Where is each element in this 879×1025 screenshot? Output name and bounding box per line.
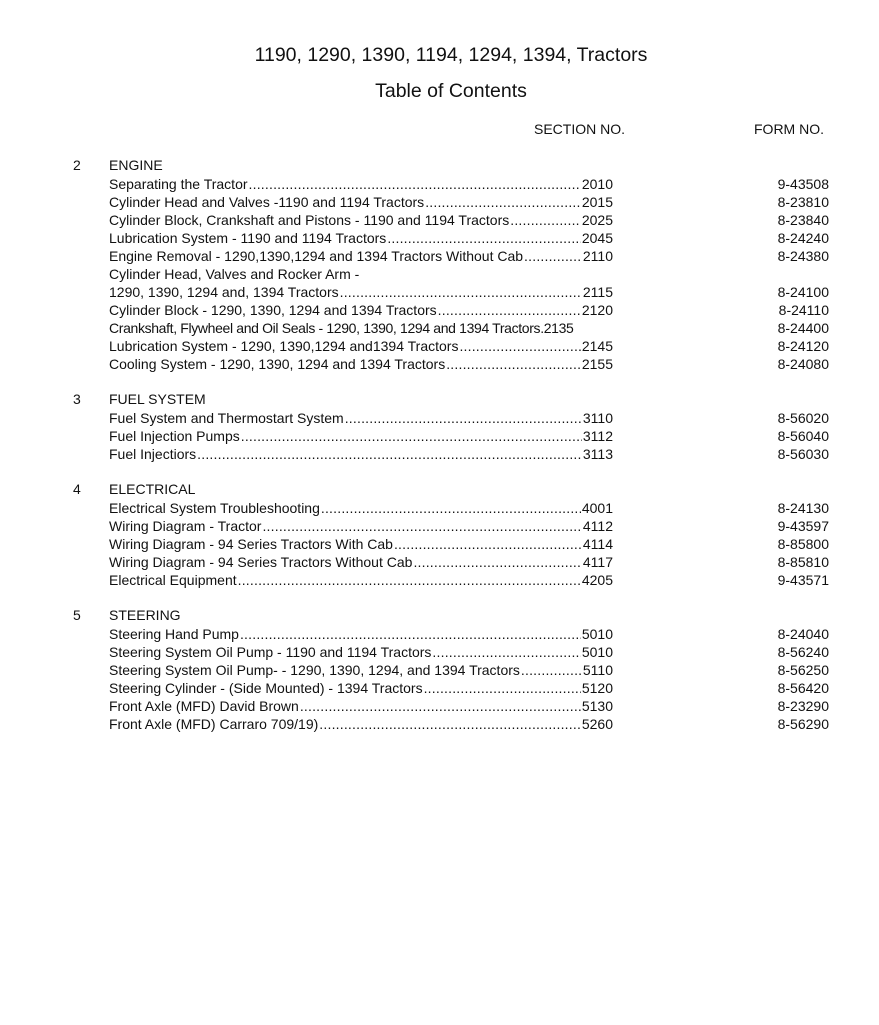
toc-section-steering	[0, 607, 879, 733]
entry-title: Electrical System Troubleshooting	[109, 500, 320, 516]
dot-leader	[240, 625, 581, 643]
section-name: ENGINE	[109, 157, 163, 173]
dot-leader	[238, 571, 581, 589]
dot-leader	[340, 283, 582, 301]
entry-section-number: 3113	[582, 446, 613, 462]
section-name: FUEL SYSTEM	[109, 391, 206, 407]
entry-title: Cylinder Head, Valves and Rocker Arm -	[109, 266, 360, 282]
entry-title: Front Axle (MFD) Carraro 709/19)	[109, 716, 319, 732]
toc-entry[interactable]	[0, 247, 879, 265]
entry-form-number: 8-56290	[777, 716, 829, 732]
toc-section-electrical	[0, 481, 879, 589]
entry-form-number: 8-56020	[777, 410, 829, 426]
toc-section-fuel-system	[0, 391, 879, 463]
entry-section-number: 4001	[581, 500, 613, 516]
entry-section-number: 5010	[581, 644, 613, 660]
entry-section-number: 4112	[582, 518, 613, 534]
dot-leader	[262, 517, 581, 535]
entry-title: Lubrication System - 1190 and 1194 Tractors	[109, 230, 387, 246]
entry-title: Crankshaft, Flywheel and Oil Seals - 1290, 1390, 1294 and 1394 Tractors.	[109, 320, 544, 336]
dot-leader	[300, 697, 581, 715]
entry-section-number: 4114	[582, 536, 613, 552]
entry-form-number: 8-24130	[777, 500, 829, 516]
toc-entry[interactable]	[0, 211, 879, 229]
dot-leader	[510, 211, 581, 229]
toc-entry-continued[interactable]	[0, 265, 879, 283]
section-heading	[0, 607, 879, 625]
toc-entry[interactable]	[0, 283, 879, 301]
entry-title: Engine Removal - 1290,1390,1294 and 1394 Tractors Without Cab	[109, 248, 524, 264]
dot-leader	[321, 499, 581, 517]
entry-title: Steering System Oil Pump - 1190 and 1194 Tractors	[109, 644, 432, 660]
dot-leader	[446, 355, 581, 373]
entry-form-number: 8-24380	[777, 248, 829, 264]
toc-entry[interactable]	[0, 175, 879, 193]
entry-form-number: 8-24240	[777, 230, 829, 246]
dot-leader	[432, 643, 580, 661]
entry-form-number: 8-56250	[777, 662, 829, 678]
dot-leader	[197, 445, 582, 463]
entry-section-number: 2120	[581, 302, 613, 318]
entry-title: Cooling System - 1290, 1390, 1294 and 1394 Tractors	[109, 356, 446, 372]
dot-leader	[524, 247, 582, 265]
entry-title: Wiring Diagram - 94 Series Tractors With Cab	[109, 536, 393, 552]
section-name: STEERING	[109, 607, 181, 623]
toc-entry[interactable]	[0, 715, 879, 733]
entry-title: Front Axle (MFD) David Brown	[109, 698, 299, 714]
toc-entry[interactable]	[0, 337, 879, 355]
section-heading	[0, 157, 879, 175]
entry-section-number: 2015	[581, 194, 613, 210]
entry-form-number: 8-85810	[777, 554, 829, 570]
section-number: 3	[73, 391, 81, 407]
entry-title: Fuel Injection Pumps	[109, 428, 240, 444]
entry-form-number: 8-23290	[777, 698, 829, 714]
toc-entry[interactable]	[0, 499, 879, 517]
entry-title: Steering Hand Pump	[109, 626, 239, 642]
dot-leader	[319, 715, 581, 733]
entry-form-number: 8-23840	[777, 212, 829, 228]
entry-title: Lubrication System - 1290, 1390,1294 and1394 Tractors	[109, 338, 459, 354]
entry-form-number: 8-23810	[777, 194, 829, 210]
dot-leader	[241, 427, 582, 445]
toc-entry[interactable]	[0, 193, 879, 211]
toc-entry[interactable]	[0, 355, 879, 373]
entry-section-number: 4117	[582, 554, 613, 570]
section-number: 5	[73, 607, 81, 623]
entry-form-number: 9-43571	[777, 572, 829, 588]
entry-title: Steering System Oil Pump- - 1290, 1390, 1294, and 1394 Tractors	[109, 662, 520, 678]
entry-section-number: 2145	[581, 338, 613, 354]
toc-entry[interactable]	[0, 319, 879, 337]
toc-entry[interactable]	[0, 445, 879, 463]
toc-entry[interactable]	[0, 643, 879, 661]
dot-leader	[387, 229, 581, 247]
entry-section-number: 2025	[581, 212, 613, 228]
entry-section-number: 3110	[582, 410, 613, 426]
toc-entry[interactable]	[0, 697, 879, 715]
dot-leader	[394, 535, 582, 553]
entry-title: Cylinder Block - 1290, 1390, 1294 and 1394 Tractors	[109, 302, 437, 318]
entry-form-number: 9-43508	[777, 176, 829, 192]
entry-section-number: 3112	[582, 428, 613, 444]
entry-title: Steering Cylinder - (Side Mounted) - 1394 Tractors	[109, 680, 423, 696]
entry-form-number: 8-24080	[777, 356, 829, 372]
entry-form-number: 8-56420	[777, 680, 829, 696]
entry-title: Electrical Equipment	[109, 572, 237, 588]
entry-section-number: 5120	[581, 680, 613, 696]
entry-form-number: 8-24120	[777, 338, 829, 354]
dot-leader	[424, 679, 581, 697]
entry-form-number: 8-85800	[777, 536, 829, 552]
section-heading	[0, 391, 879, 409]
entry-section-number: 2045	[581, 230, 613, 246]
section-heading	[0, 481, 879, 499]
section-name: ELECTRICAL	[109, 481, 196, 497]
toc-entry[interactable]	[0, 553, 879, 571]
toc-entry[interactable]	[0, 571, 879, 589]
toc-entry[interactable]	[0, 229, 879, 247]
toc-entry[interactable]	[0, 625, 879, 643]
entry-title: Wiring Diagram - 94 Series Tractors Without Cab	[109, 554, 413, 570]
entry-title: 1290, 1390, 1294 and, 1394 Tractors	[109, 284, 339, 300]
entry-section-number: 2115	[582, 284, 613, 300]
toc-entry[interactable]	[0, 409, 879, 427]
entry-title: Wiring Diagram - Tractor	[109, 518, 262, 534]
entry-form-number: 8-24040	[777, 626, 829, 642]
entry-form-number: 8-24110	[778, 302, 829, 318]
toc-section-engine	[0, 157, 879, 373]
entry-section-number: 4205	[581, 572, 613, 588]
toc-entry[interactable]	[0, 517, 879, 535]
entry-section-number: 2135	[543, 320, 574, 336]
section-no-column-header: SECTION NO.	[534, 121, 626, 137]
toc-entry[interactable]	[0, 427, 879, 445]
entry-section-number: 5110	[582, 662, 613, 678]
toc-entry[interactable]	[0, 535, 879, 553]
entry-title: Cylinder Block, Crankshaft and Pistons - 1190 and 1194 Tractors	[109, 212, 510, 228]
entry-section-number: 5260	[581, 716, 613, 732]
entry-form-number: 8-56240	[777, 644, 829, 660]
toc-entry[interactable]	[0, 661, 879, 679]
dot-leader	[459, 337, 580, 355]
entry-title: Fuel System and Thermostart System	[109, 410, 344, 426]
entry-section-number: 2155	[581, 356, 613, 372]
entry-title: Separating the Tractor	[109, 176, 248, 192]
table-of-contents-heading: Table of Contents	[375, 80, 527, 102]
entry-section-number: 5010	[581, 626, 613, 642]
entry-title: Fuel Injectiors	[109, 446, 197, 462]
toc-entry[interactable]	[0, 301, 879, 319]
toc-entry[interactable]	[0, 679, 879, 697]
entry-section-number: 2010	[581, 176, 613, 192]
entry-form-number: 8-56040	[777, 428, 829, 444]
dot-leader	[438, 301, 581, 319]
entry-section-number: 2110	[582, 248, 613, 264]
section-number: 2	[73, 157, 81, 173]
dot-leader	[249, 175, 581, 193]
section-number: 4	[73, 481, 81, 497]
entry-form-number: 8-24400	[777, 320, 829, 336]
entry-form-number: 8-56030	[777, 446, 829, 462]
form-no-column-header: FORM NO.	[754, 121, 824, 137]
dot-leader	[521, 661, 582, 679]
dot-leader	[413, 553, 581, 571]
entry-title: Cylinder Head and Valves -1190 and 1194 Tractors	[109, 194, 425, 210]
document-title: 1190, 1290, 1390, 1194, 1294, 1394, Tractors	[254, 44, 648, 66]
entry-section-number: 5130	[581, 698, 613, 714]
dot-leader	[425, 193, 581, 211]
dot-leader	[345, 409, 582, 427]
entry-form-number: 9-43597	[777, 518, 829, 534]
entry-form-number: 8-24100	[777, 284, 829, 300]
